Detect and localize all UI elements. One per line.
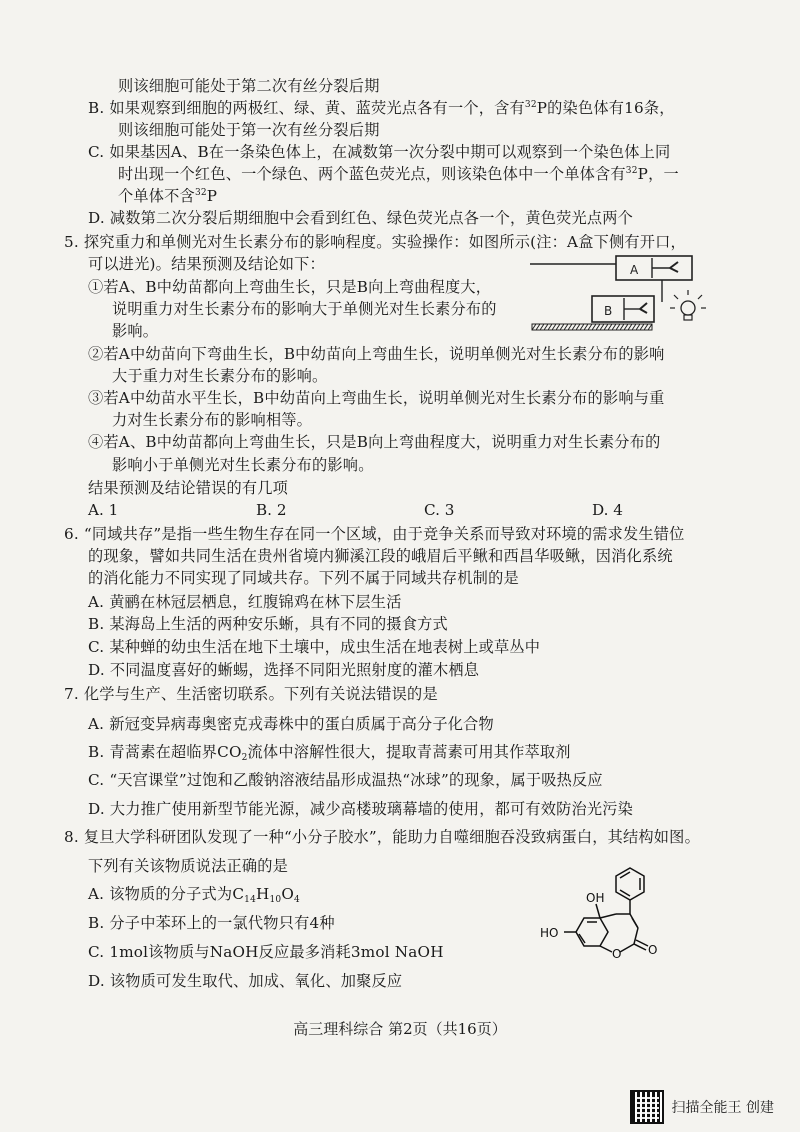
- q8-option-b: B. 分子中苯环上的一氯代物只有4种: [88, 914, 335, 932]
- q7-option-a: A. 新冠变异病毒奥密克戎毒株中的蛋白质属于高分子化合物: [88, 715, 494, 733]
- q6-stem-line2: 的现象，譬如共同生活在贵州省境内狮溪江段的峨眉后平鳅和西昌华吸鳅，因消化系统: [88, 547, 673, 565]
- hydroxyl-left-label: HO: [540, 926, 559, 940]
- seedling-a-icon: [670, 262, 678, 272]
- qr-code-icon: [630, 1090, 664, 1124]
- q5-point2-line2: 大于重力对生长素分布的影响。: [112, 367, 328, 385]
- q6-option-d: D. 不同温度喜好的蜥蜴，选择不同阳光照射度的灌木栖息: [88, 661, 480, 679]
- scanner-watermark: [630, 1090, 774, 1124]
- molecule-structure-diagram: [534, 858, 694, 986]
- q6-option-a: A. 黄鹂在林冠层栖息，红腹锦鸡在林下层生活: [88, 593, 402, 611]
- q5-option-b: B. 2: [256, 501, 287, 519]
- q5-stem-line2: 可以进光)。结果预测及结论如下：: [88, 255, 325, 273]
- q7-stem: 7. 化学与生产、生活密切联系。下列有关说法错误的是: [64, 685, 438, 703]
- q5-point1-line1: ①若A、B中幼苗都向上弯曲生长，只是B向上弯曲程度大，: [88, 278, 492, 296]
- q5-point1-line3: 影响。: [112, 322, 159, 340]
- q6-stem-line3: 的消化能力不同实现了同域共存。下列不属于同域共存机制的是: [88, 569, 519, 587]
- q5-point4-line1: ④若A、B中幼苗都向上弯曲生长，只是B向上弯曲程度大，说明重力对生长素分布的: [88, 433, 661, 451]
- q6-option-b: B. 某海岛上生活的两种安乐蜥，具有不同的摄食方式: [88, 615, 448, 633]
- q5-point4-line2: 影响小于单侧光对生长素分布的影响。: [112, 456, 374, 474]
- box-a-label: A: [630, 263, 639, 277]
- ring-oxygen-label: O: [612, 947, 622, 961]
- light-bulb-icon: [670, 290, 706, 320]
- q4-option-b-line2: 则该细胞可能处于第一次有丝分裂后期: [118, 121, 380, 139]
- q4-option-c-line2: 时出现一个红色、一个绿色、两个蓝色荧光点，则该染色体中一个单体含有$^{32}$P，一: [118, 165, 679, 183]
- watermark-text: 扫描全能王 创建: [671, 1100, 774, 1116]
- box-b-label: B: [604, 304, 613, 318]
- q5-point3-line1: ③若A中幼苗水平生长，B中幼苗向上弯曲生长，说明单侧光对生长素分布的影响与重: [88, 389, 665, 407]
- q5-option-c: C. 3: [424, 501, 455, 519]
- q5-option-d: D. 4: [592, 501, 623, 519]
- carbonyl-oxygen-label: O: [648, 943, 658, 957]
- q5-point2-line1: ②若A中幼苗向下弯曲生长，B中幼苗向上弯曲生长，说明单侧光对生长素分布的影响: [88, 345, 665, 363]
- q4-option-d: D. 减数第二次分裂后期细胞中会看到红色、绿色荧光点各一个，黄色荧光点两个: [88, 209, 634, 227]
- q5-option-a: A. 1: [88, 501, 119, 519]
- q6-stem-line1: 6. “同域共存”是指一些生物生存在同一个区域，由于竞争关系而导致对环境的需求发生错位: [64, 525, 685, 543]
- q4-option-b-line1: B. 如果观察到细胞的两极红、绿、黄、蓝荧光点各有一个，含有$^{32}$P的染色体有16条，: [88, 99, 675, 117]
- q8-option-c: C. 1mol该物质与NaOH反应最多消耗3mol NaOH: [88, 943, 444, 961]
- q6-option-c: C. 某种蝉的幼虫生活在地下土壤中，成虫生活在地表树上或草丛中: [88, 638, 541, 656]
- q5-point1-line2: 说明重力对生长素分布的影响大于单侧光对生长素分布的: [112, 300, 497, 318]
- q4-option-a-tail: 则该细胞可能处于第二次有丝分裂后期: [118, 77, 380, 95]
- q7-option-d: D. 大力推广使用新型节能光源，减少高楼玻璃幕墙的使用，都可有效防治光污染: [88, 800, 634, 818]
- box-b: [592, 296, 654, 322]
- q8-option-a: A. 该物质的分子式为$C_{14}H_{10}O_4$: [88, 885, 300, 905]
- seedling-b-icon: [640, 303, 647, 313]
- page-footer: 高三理科综合 第2页（共16页）: [293, 1020, 507, 1038]
- q8-stem-line2: 下列有关该物质说法正确的是: [88, 857, 289, 875]
- q8-option-d: D. 该物质可发生取代、加成、氧化、加聚反应: [88, 972, 403, 990]
- q4-option-c-line3: 个单体不含$^{32}$P: [118, 187, 218, 205]
- q5-point3-line2: 力对生长素分布的影响相等。: [112, 411, 313, 429]
- q5-experiment-diagram: [528, 252, 718, 338]
- q5-question: 结果预测及结论错误的有几项: [88, 479, 289, 497]
- q5-stem-line1: 5. 探究重力和单侧光对生长素分布的影响程度。实验操作：如图所示(注：A盒下侧有开口，: [64, 233, 686, 251]
- q8-stem-line1: 8. 复旦大学科研团队发现了一种“小分子胶水”，能助力自噬细胞吞没致病蛋白，其结构如图。: [64, 828, 700, 846]
- hydroxyl-top-label: OH: [586, 891, 605, 905]
- q4-option-c-line1: C. 如果基因A、B在一条染色体上，在减数第一次分裂中期可以观察到一个染色体上同: [88, 143, 671, 161]
- q7-option-b: B. 青蒿素在超临界$CO_2$流体中溶解性很大，提取青蒿素可用其作萃取剂: [88, 743, 571, 763]
- q7-option-c: C. “天宫课堂”过饱和乙酸钠溶液结晶形成温热“冰球”的现象，属于吸热反应: [88, 771, 603, 789]
